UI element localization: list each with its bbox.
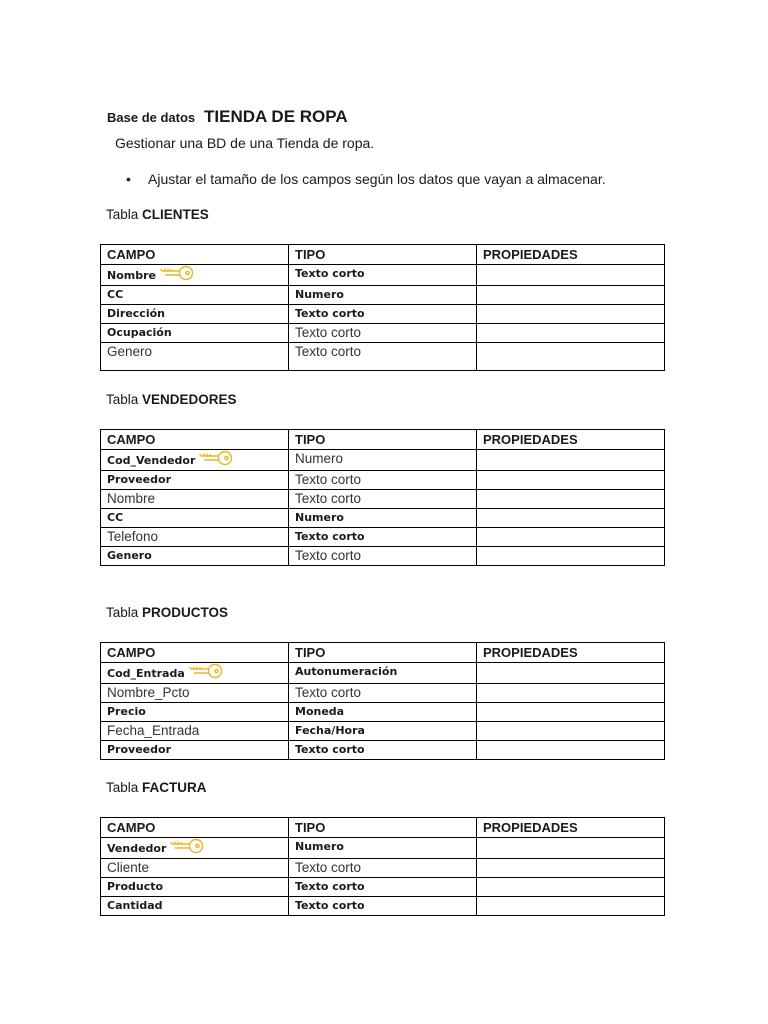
campo-cell: Dirección xyxy=(101,305,289,324)
propiedades-cell[interactable] xyxy=(477,509,665,528)
bullet-text: Ajustar el tamaño de los campos según los datos que vayan a almacenar. xyxy=(148,171,606,187)
table-label-vendedores xyxy=(106,392,237,407)
table-label-prefix: Tabla xyxy=(106,392,139,407)
tipo-cell: Autonumeración xyxy=(289,663,477,684)
table-vendedores xyxy=(100,429,665,566)
table-row xyxy=(101,722,665,741)
table-row xyxy=(101,663,665,684)
table-row xyxy=(101,509,665,528)
propiedades-cell[interactable] xyxy=(477,838,665,859)
table-label-name: FACTURA xyxy=(142,780,207,795)
table-label-name: PRODUCTOS xyxy=(142,605,229,620)
campo-cell: Cliente xyxy=(101,859,289,878)
propiedades-cell[interactable] xyxy=(477,859,665,878)
campo-cell: Genero xyxy=(101,547,289,566)
header-propiedades: PROPIEDADES xyxy=(477,245,665,265)
campo-cell: Nombre_Pcto xyxy=(101,684,289,703)
header-tipo: TIPO xyxy=(289,245,477,265)
campo-cell: Genero xyxy=(101,343,289,371)
table-row xyxy=(101,305,665,324)
bullet-mark: • xyxy=(126,171,131,187)
header-propiedades: PROPIEDADES xyxy=(477,643,665,663)
bullet-item xyxy=(126,171,606,187)
tipo-cell: Numero xyxy=(289,509,477,528)
tipo-cell: Texto corto xyxy=(289,897,477,916)
tipo-cell: Moneda xyxy=(289,703,477,722)
table-row xyxy=(101,343,665,371)
campo-label: Cod_Entrada xyxy=(107,667,185,680)
table-row xyxy=(101,703,665,722)
tipo-cell: Texto corto xyxy=(289,324,477,343)
campo-cell: Cantidad xyxy=(101,897,289,916)
tipo-cell: Numero xyxy=(289,286,477,305)
propiedades-cell[interactable] xyxy=(477,286,665,305)
campo-cell: Proveedor xyxy=(101,741,289,760)
propiedades-cell[interactable] xyxy=(477,343,665,371)
campo-cell: Nombre xyxy=(101,490,289,509)
propiedades-cell[interactable] xyxy=(477,265,665,286)
campo-cell xyxy=(101,450,289,471)
table-label-productos xyxy=(106,605,228,620)
tipo-cell: Texto corto xyxy=(289,547,477,566)
table-header-row xyxy=(101,430,665,450)
table-row xyxy=(101,859,665,878)
propiedades-cell[interactable] xyxy=(477,450,665,471)
title-prefix: Base de datos xyxy=(107,110,196,125)
campo-cell xyxy=(101,838,289,859)
table-row xyxy=(101,838,665,859)
propiedades-cell[interactable] xyxy=(477,305,665,324)
campo-cell: Producto xyxy=(101,878,289,897)
document-title xyxy=(107,93,348,130)
propiedades-cell[interactable] xyxy=(477,663,665,684)
tipo-cell: Fecha/Hora xyxy=(289,722,477,741)
table-row xyxy=(101,286,665,305)
tipo-cell: Numero xyxy=(289,838,477,859)
table-header-row xyxy=(101,643,665,663)
table-clientes xyxy=(100,244,665,371)
header-tipo: TIPO xyxy=(289,643,477,663)
header-propiedades: PROPIEDADES xyxy=(477,430,665,450)
tipo-cell: Texto corto xyxy=(289,684,477,703)
key-icon xyxy=(169,838,205,854)
table-row xyxy=(101,490,665,509)
propiedades-cell[interactable] xyxy=(477,490,665,509)
table-label-prefix: Tabla xyxy=(106,207,139,222)
header-tipo: TIPO xyxy=(289,818,477,838)
table-row xyxy=(101,450,665,471)
tipo-cell: Texto corto xyxy=(289,741,477,760)
tipo-cell: Texto corto xyxy=(289,528,477,547)
header-campo: CAMPO xyxy=(101,245,289,265)
table-label-factura xyxy=(106,780,207,795)
tipo-cell: Texto corto xyxy=(289,265,477,286)
propiedades-cell[interactable] xyxy=(477,703,665,722)
campo-cell xyxy=(101,265,289,286)
campo-label: Vendedor xyxy=(107,842,167,855)
tipo-cell: Texto corto xyxy=(289,343,477,371)
propiedades-cell[interactable] xyxy=(477,547,665,566)
key-icon xyxy=(159,265,195,281)
tipo-cell: Texto corto xyxy=(289,490,477,509)
table-row xyxy=(101,471,665,490)
tipo-cell: Texto corto xyxy=(289,878,477,897)
table-row xyxy=(101,897,665,916)
tipo-cell: Texto corto xyxy=(289,471,477,490)
intro-text: Gestionar una BD de una Tienda de ropa. xyxy=(115,135,375,151)
campo-cell: Precio xyxy=(101,703,289,722)
campo-cell xyxy=(101,663,289,684)
propiedades-cell[interactable] xyxy=(477,741,665,760)
table-label-prefix: Tabla xyxy=(106,780,139,795)
propiedades-cell[interactable] xyxy=(477,897,665,916)
table-row xyxy=(101,741,665,760)
campo-cell: Proveedor xyxy=(101,471,289,490)
campo-cell: CC xyxy=(101,509,289,528)
propiedades-cell[interactable] xyxy=(477,528,665,547)
table-header-row xyxy=(101,245,665,265)
campo-label: Cod_Vendedor xyxy=(107,454,196,467)
tipo-cell: Numero xyxy=(289,450,477,471)
table-label-name: VENDEDORES xyxy=(142,392,237,407)
campo-cell: Telefono xyxy=(101,528,289,547)
propiedades-cell[interactable] xyxy=(477,722,665,741)
propiedades-cell[interactable] xyxy=(477,471,665,490)
tipo-cell: Texto corto xyxy=(289,305,477,324)
table-header-row xyxy=(101,818,665,838)
title-main: TIENDA DE ROPA xyxy=(204,107,348,126)
campo-cell: Ocupación xyxy=(101,324,289,343)
table-row xyxy=(101,265,665,286)
key-icon xyxy=(198,450,234,466)
table-row xyxy=(101,684,665,703)
key-icon xyxy=(188,663,224,679)
table-label-clientes xyxy=(106,207,209,222)
propiedades-cell[interactable] xyxy=(477,684,665,703)
tipo-cell: Texto corto xyxy=(289,859,477,878)
table-label-name: CLIENTES xyxy=(142,207,209,222)
propiedades-cell[interactable] xyxy=(477,878,665,897)
header-campo: CAMPO xyxy=(101,430,289,450)
table-label-prefix: Tabla xyxy=(106,605,139,620)
header-campo: CAMPO xyxy=(101,818,289,838)
table-row xyxy=(101,547,665,566)
table-row xyxy=(101,878,665,897)
campo-label: Nombre xyxy=(107,269,156,282)
table-productos xyxy=(100,642,665,760)
campo-cell: CC xyxy=(101,286,289,305)
propiedades-cell[interactable] xyxy=(477,324,665,343)
header-tipo: TIPO xyxy=(289,430,477,450)
table-factura xyxy=(100,817,665,916)
campo-cell: Fecha_Entrada xyxy=(101,722,289,741)
table-row xyxy=(101,324,665,343)
header-campo: CAMPO xyxy=(101,643,289,663)
header-propiedades: PROPIEDADES xyxy=(477,818,665,838)
table-row xyxy=(101,528,665,547)
